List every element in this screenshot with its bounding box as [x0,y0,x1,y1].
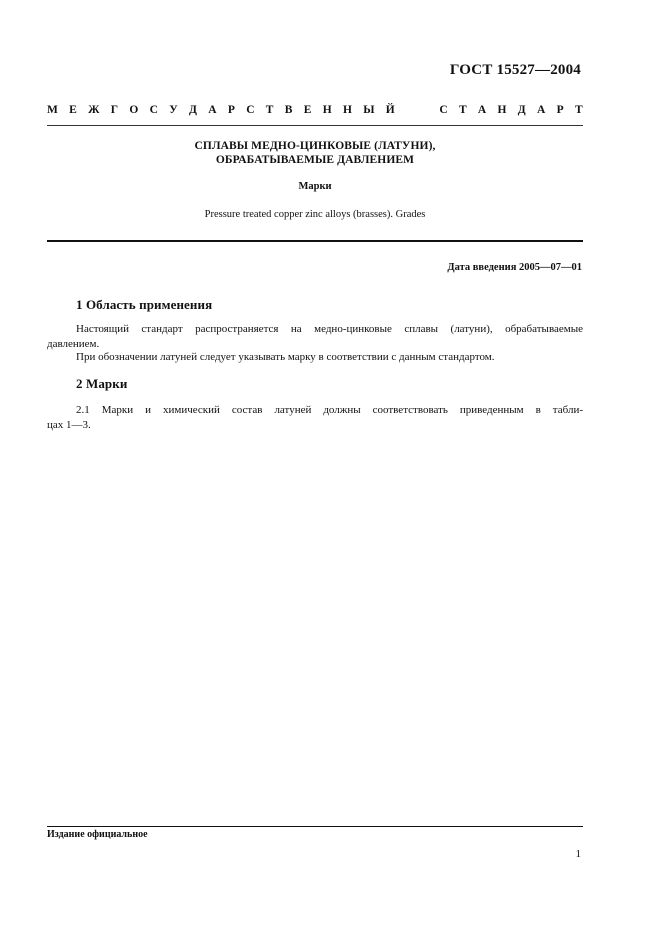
footer-divider [47,826,583,827]
header-letter: Е [69,104,77,116]
header-letter: Н [342,104,352,116]
header-letter: У [169,104,178,116]
header-letter: Т [265,104,274,116]
header-letter: Д [189,104,197,116]
section-heading-scope: 1 Область применения [76,297,213,312]
header-letter: А [477,104,487,116]
header-letter: А [537,104,546,116]
paragraph-line: давлением. [47,337,100,350]
header-letter: Ж [88,104,100,116]
english-title: Pressure treated copper zinc alloys (brasses). Grades [204,209,426,220]
title-divider [47,240,583,242]
document-number: ГОСТ 15527—2004 [449,62,581,78]
header-letter: О [129,104,139,116]
header-letter: Й [385,104,395,116]
standard-type-header [47,104,583,116]
official-edition-label: Издание официальное [47,829,148,840]
header-letter: Т [574,104,583,116]
header-letter: Е [303,104,312,116]
introduction-date: Дата введения 2005—07—01 [447,262,582,273]
grades-paragraph-1 [47,403,583,432]
page-number: 1 [575,848,581,860]
paragraph-line: Настоящий стандарт распространяется на медно-цинковые сплавы (латуни), обрабатываемые [76,323,583,335]
header-letter: Г [110,104,119,116]
header-letter: Р [556,104,564,116]
header-letter: Д [517,104,526,116]
header-letter: А [208,104,217,116]
section-heading-grades: 2 Марки [76,376,128,391]
document-title-line-2: ОБРАБАТЫВАЕМЫЕ ДАВЛЕНИЕМ [215,154,415,166]
header-letter: В [284,104,293,116]
paragraph-line: При обозначении латуней следует указывать марку в соответствии с данным стандартом. [76,351,495,363]
header-divider [47,125,583,126]
header-letter: Т [458,104,467,116]
header-letter: С [149,104,158,116]
document-title-line-1: СПЛАВЫ МЕДНО-ЦИНКОВЫЕ (ЛАТУНИ), [194,140,436,152]
header-letter: Н [322,104,332,116]
scope-paragraph-1 [47,322,583,351]
scope-paragraph-2 [47,350,583,365]
header-letter: С [439,104,448,116]
header-letter: С [246,104,255,116]
header-letter: Н [497,104,507,116]
header-letter: М [47,104,58,116]
paragraph-line: 2.1 Марки и химический состав латуней должны соответствовать приведенным в табли- [76,404,583,416]
document-subtitle: Марки [298,181,332,192]
header-letter: Ы [363,104,375,116]
paragraph-line: цах 1—3. [47,418,91,431]
header-letter: Р [227,104,235,116]
header-word-gap [406,104,428,116]
